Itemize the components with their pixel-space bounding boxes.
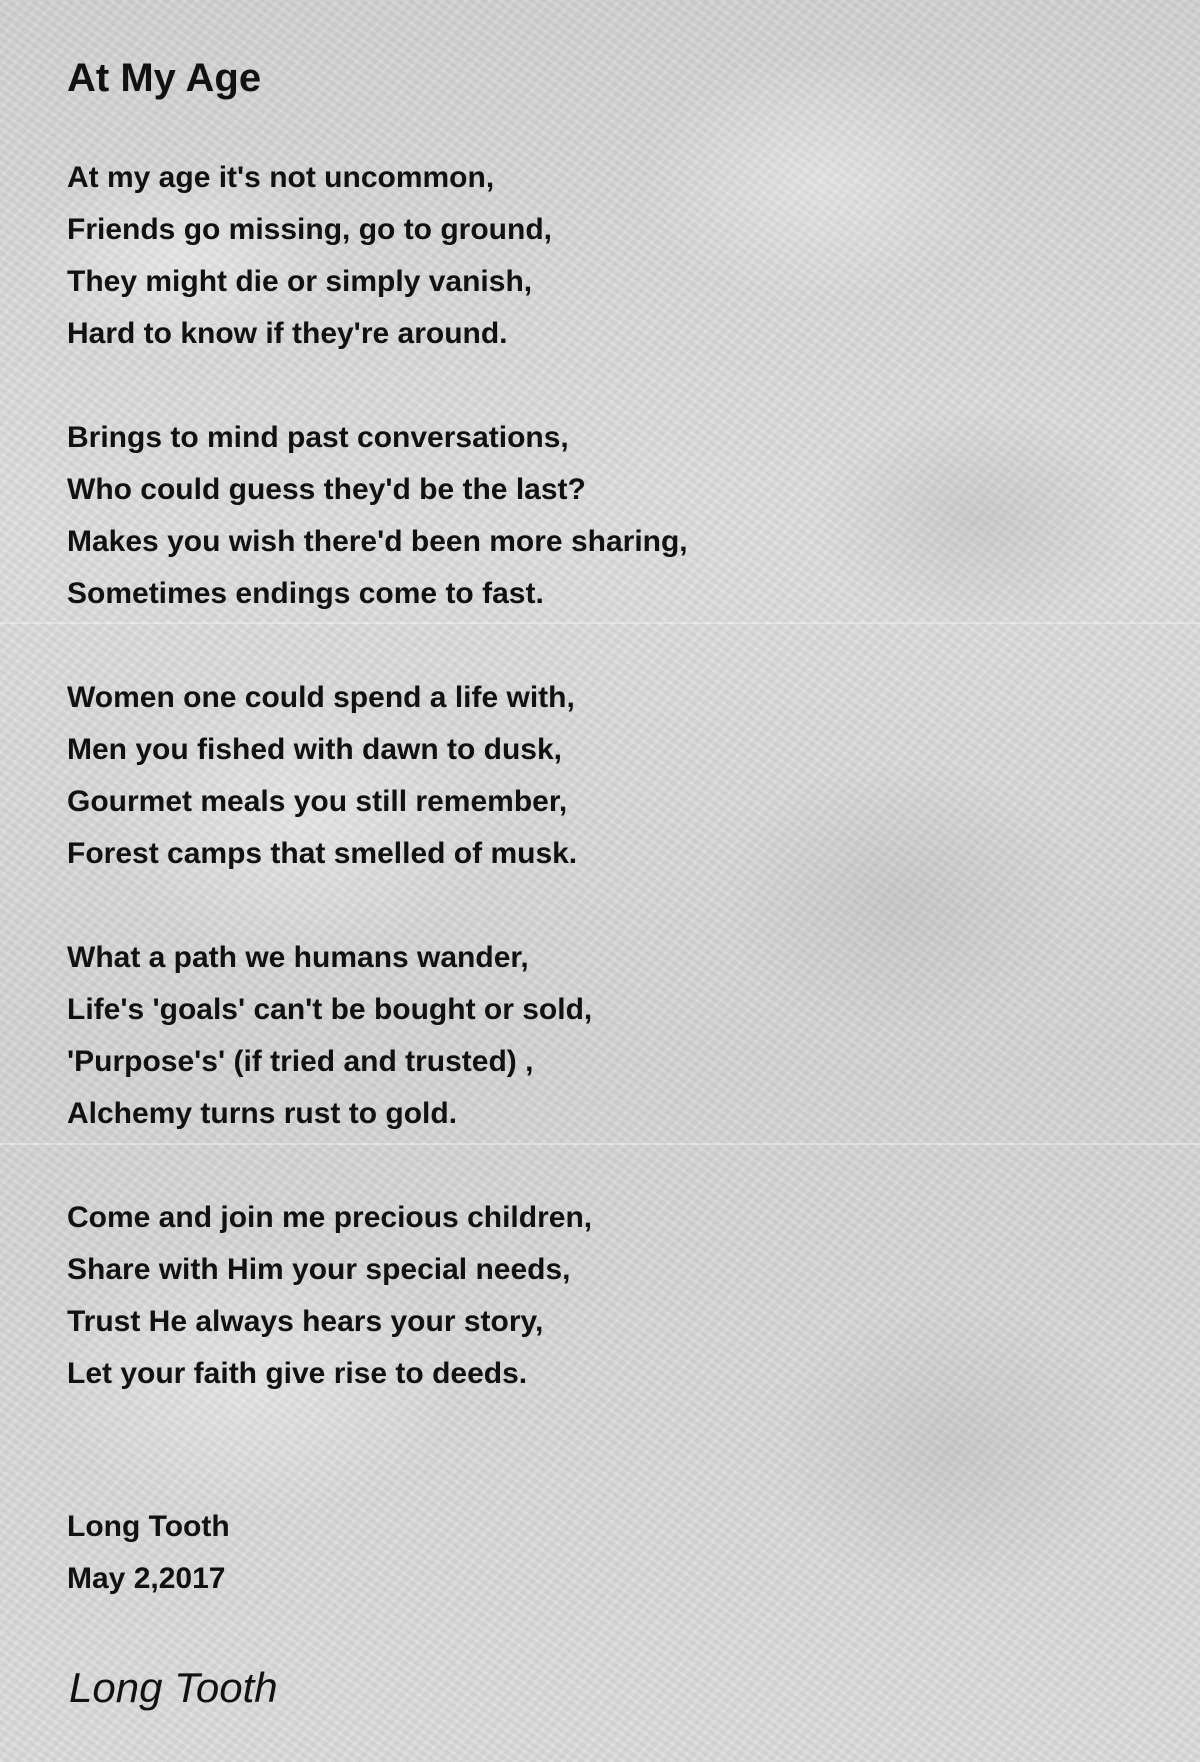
poem-line: Men you fished with dawn to dusk, xyxy=(67,733,563,766)
poem-line: Hard to know if they're around. xyxy=(67,317,508,350)
poem-line: Let your faith give rise to deeds. xyxy=(67,1357,528,1390)
poem-title: At My Age xyxy=(67,56,262,100)
stanza-1 xyxy=(67,152,688,360)
author-name: Long Tooth xyxy=(69,1664,278,1711)
poem-line: Share with Him your special needs, xyxy=(67,1253,571,1286)
poem-line: Women one could spend a life with, xyxy=(67,681,575,714)
signoff-date: May 2,2017 xyxy=(67,1562,226,1595)
poem-line: 'Purpose's' (if tried and trusted) , xyxy=(67,1045,534,1078)
stanza-5 xyxy=(67,1192,688,1400)
poem-line: Gourmet meals you still remember, xyxy=(67,785,568,818)
poem-body xyxy=(67,152,688,1452)
poem-line: Come and join me precious children, xyxy=(67,1201,593,1234)
poem-line: They might die or simply vanish, xyxy=(67,265,533,298)
poem-line: Life's 'goals' can't be bought or sold, xyxy=(67,993,593,1026)
poem-signoff xyxy=(67,1501,230,1605)
poem-line: Friends go missing, go to ground, xyxy=(67,213,552,246)
poem-line: Alchemy turns rust to gold. xyxy=(67,1097,458,1130)
signoff-name: Long Tooth xyxy=(67,1510,230,1543)
poem-line: Who could guess they'd be the last? xyxy=(67,473,586,506)
stanza-3 xyxy=(67,672,688,880)
stanza-4 xyxy=(67,932,688,1140)
poem-line: What a path we humans wander, xyxy=(67,941,529,974)
poem-line: Sometimes endings come to fast. xyxy=(67,577,544,610)
stanza-2 xyxy=(67,412,688,620)
poem-line: Trust He always hears your story, xyxy=(67,1305,544,1338)
poem-line: Brings to mind past conversations, xyxy=(67,421,569,454)
poem-line: Makes you wish there'd been more sharing, xyxy=(67,525,688,558)
poem-line: Forest camps that smelled of musk. xyxy=(67,837,578,870)
poem-line: At my age it's not uncommon, xyxy=(67,161,495,194)
